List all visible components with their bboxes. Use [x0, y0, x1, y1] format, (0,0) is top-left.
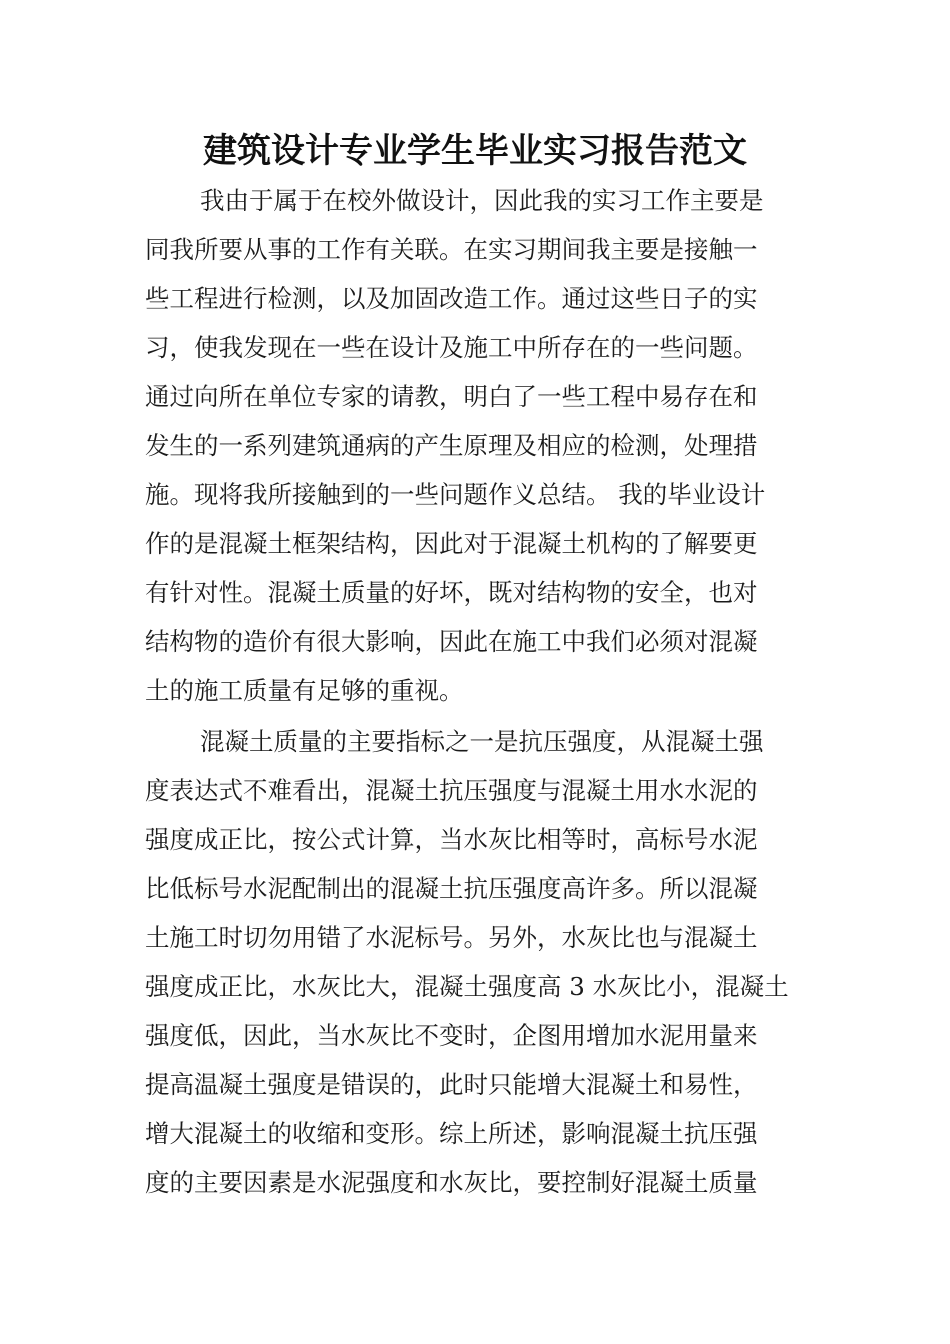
paragraph-1-line-6: 发生的一系列建筑通病的产生原理及相应的检测，处理措 [145, 431, 758, 460]
paragraph-1-line-10: 结构物的造价有很大影响，因此在施工中我们必须对混凝 [145, 627, 758, 656]
paragraph-1-line-2: 同我所要从事的工作有关联。在实习期间我主要是接触一 [145, 235, 758, 264]
paragraph-2-line-8: 提高温凝土强度是错误的，此时只能增大混凝土和易性， [145, 1070, 758, 1099]
paragraph-1-line-8: 作的是混凝土框架结构，因此对于混凝土机构的了解要更 [145, 529, 758, 558]
paragraph-1-line-11: 土的施工质量有足够的重视。 [145, 676, 464, 705]
paragraph-2-line-3: 强度成正比，按公式计算，当水灰比相等时，高标号水泥 [145, 825, 758, 854]
paragraph-2-line-9: 增大混凝土的收缩和变形。综上所述，影响混凝土抗压强 [145, 1119, 758, 1148]
paragraph-2-line-5: 土施工时切勿用错了水泥标号。另外，水灰比也与混凝土 [145, 923, 758, 952]
paragraph-1-line-1: 我由于属于在校外做设计，因此我的实习工作主要是 [200, 186, 764, 215]
paragraph-2-line-6: 强度成正比，水灰比大，混凝土强度高 3 水灰比小，混凝土 [145, 972, 789, 1001]
paragraph-2-line-10: 度的主要因素是水泥强度和水灰比，要控制好混凝土质量 [145, 1168, 758, 1197]
paragraph-1-line-7: 施。现将我所接触到的一些问题作义总结。 我的毕业设计 [145, 480, 766, 509]
paragraph-1-line-3: 些工程进行检测，以及加固改造工作。通过这些日子的实 [145, 284, 758, 313]
paragraph-2-line-4: 比低标号水泥配制出的混凝土抗压强度高许多。所以混凝 [145, 874, 758, 903]
paragraph-2-line-7: 强度低，因此，当水灰比不变时，企图用增加水泥用量来 [145, 1021, 758, 1050]
paragraph-2-line-2: 度表达式不难看出，混凝土抗压强度与混凝土用水水泥的 [145, 776, 758, 805]
paragraph-1-line-9: 有针对性。混凝土质量的好坏，既对结构物的安全，也对 [145, 578, 758, 607]
paragraph-2-line-1: 混凝土质量的主要指标之一是抗压强度，从混凝土强 [200, 727, 764, 756]
document-title: 建筑设计专业学生毕业实习报告范文 [203, 131, 747, 171]
paragraph-1-line-5: 通过向所在单位专家的请教，明白了一些工程中易存在和 [145, 382, 758, 411]
paragraph-1-line-4: 习，使我发现在一些在设计及施工中所存在的一些问题。 [145, 333, 758, 362]
